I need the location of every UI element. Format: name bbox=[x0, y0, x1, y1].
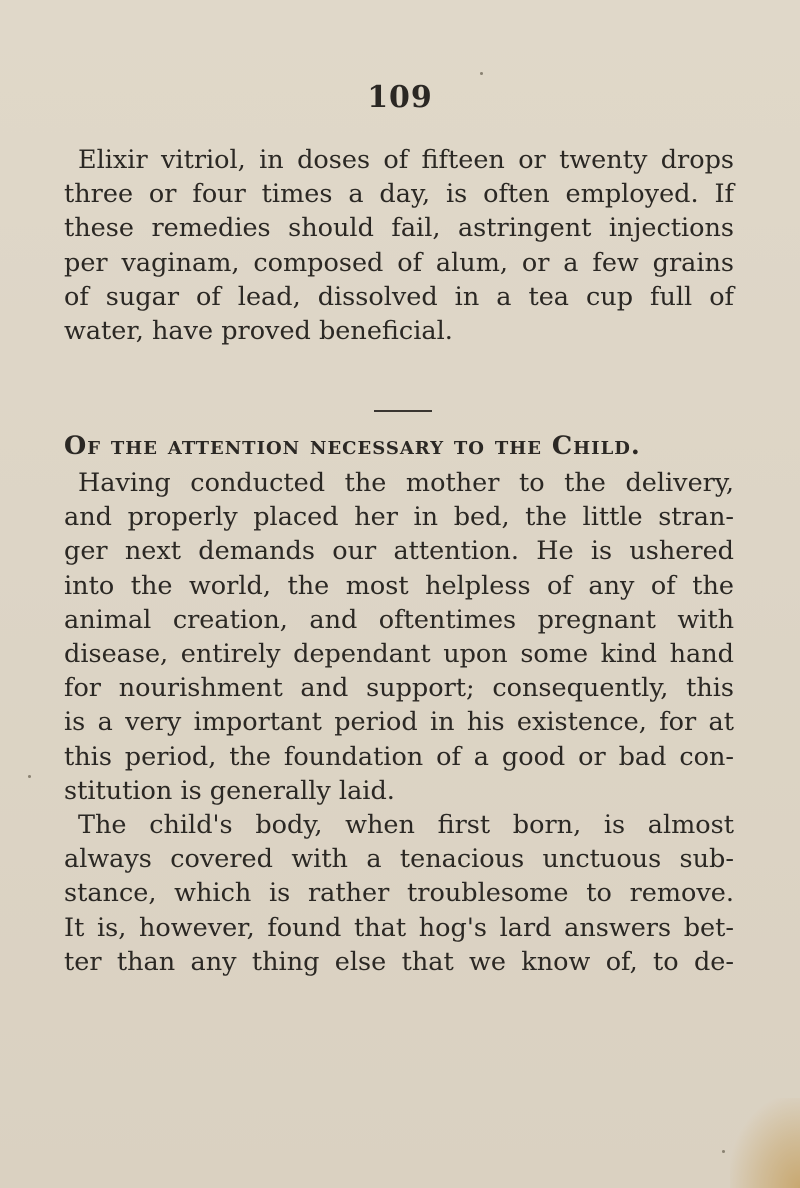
text-line: of sugar of lead, dissolved in a tea cup full of bbox=[64, 281, 734, 312]
text-line: per vaginam, composed of alum, or a few grains bbox=[64, 247, 734, 278]
text-line: The child's body, when first born, is almost bbox=[78, 810, 734, 841]
text-line: and properly placed her in bed, the little stran- bbox=[64, 502, 734, 533]
text-line: stance, which is rather troublesome to remove. bbox=[64, 878, 734, 909]
text-line: Elixir vitriol, in doses of fifteen or twenty drops bbox=[78, 145, 734, 175]
text-line: for nourishment and support; consequently, this bbox=[64, 673, 734, 704]
text-line: Having conducted the mother to the delivery, bbox=[78, 468, 734, 498]
section-heading: Of the attention necessary to the Child. bbox=[64, 431, 641, 461]
text-line: three or four times a day, is often employed. If bbox=[64, 179, 734, 210]
text-line: water, have proved beneficial. bbox=[64, 316, 453, 347]
paragraph-child-attention bbox=[64, 466, 734, 979]
text-line: ter than any thing else that we know of, to de- bbox=[64, 946, 734, 977]
text-line: animal creation, and oftentimes pregnant with bbox=[64, 604, 734, 635]
paper-speck bbox=[722, 1150, 725, 1153]
text-line: always covered with a tenacious unctuous sub- bbox=[64, 844, 734, 875]
text-line: is a very important period in his existence, for at bbox=[64, 707, 734, 738]
section-divider bbox=[374, 410, 432, 412]
text-line: disease, entirely dependant upon some kind hand bbox=[64, 639, 734, 670]
text-line: this period, the foundation of a good or bad con- bbox=[64, 741, 734, 772]
paper-stain bbox=[730, 1098, 800, 1188]
paragraph-elixir-vitriol bbox=[64, 143, 734, 348]
text-line: ger next demands our attention. He is ushered bbox=[64, 536, 734, 567]
text-line: into the world, the most helpless of any of the bbox=[64, 570, 734, 601]
text-line: It is, however, found that hog's lard answers bet- bbox=[64, 912, 734, 943]
page-number: 109 bbox=[367, 80, 433, 115]
paper-speck bbox=[480, 72, 483, 75]
paper-speck bbox=[28, 775, 31, 778]
text-line: stitution is generally laid. bbox=[64, 775, 395, 806]
text-line: these remedies should fail, astringent injections bbox=[64, 213, 734, 244]
